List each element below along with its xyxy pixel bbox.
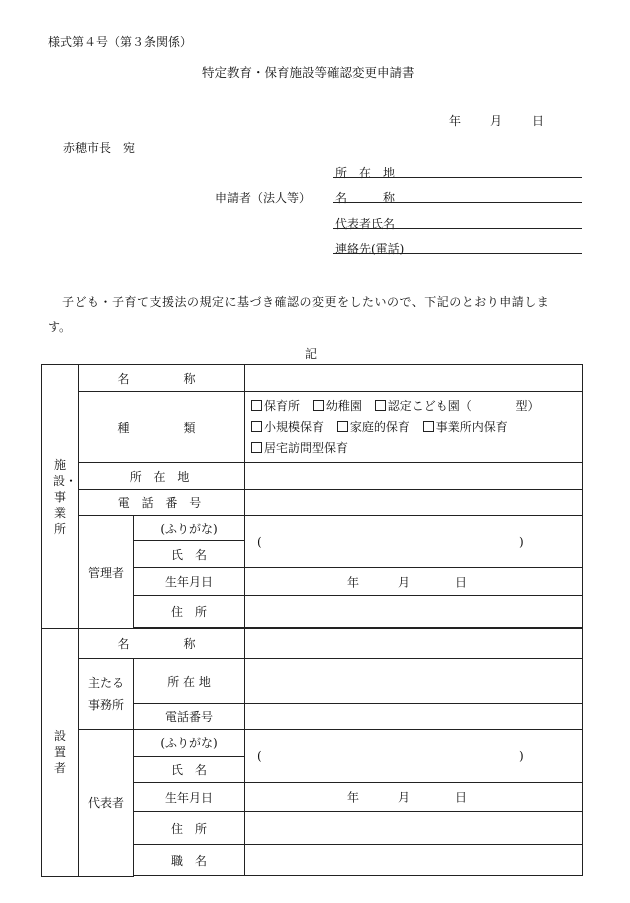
facility-phone-value[interactable] — [245, 490, 583, 516]
year-label: 年 — [347, 575, 360, 589]
option-kateiteki[interactable]: 家庭的保育 — [337, 420, 410, 434]
option-kyotaku-homon[interactable]: 居宅訪問型保育 — [251, 441, 348, 455]
rep-furigana-row — [42, 730, 583, 757]
facility-name-row — [42, 365, 583, 392]
date-year-label: 年 — [449, 114, 462, 128]
facility-type-line-1 — [245, 396, 582, 417]
option-shokibo[interactable]: 小規模保育 — [251, 420, 324, 434]
rep-furigana-label: (ふりがな) — [134, 730, 245, 757]
applicant-label: 申請者（法人等） — [215, 191, 312, 205]
applicant-representative-line[interactable] — [333, 228, 582, 229]
rep-label: 代表者 — [79, 730, 134, 877]
type-suffix: 型） — [515, 398, 540, 413]
checkbox-icon — [337, 421, 348, 432]
option-jigyoshonai[interactable]: 事業所内保育 — [423, 420, 508, 434]
rep-address-label: 住 所 — [134, 812, 245, 845]
paren-open: ( — [257, 749, 262, 763]
applicant-contact-label: 連絡先(電話) — [335, 242, 405, 256]
facility-section-label: 施設・事業所 — [42, 365, 79, 629]
manager-furigana-label: (ふりがな) — [134, 516, 245, 541]
date-day-label: 日 — [532, 114, 545, 128]
office-address-row — [42, 659, 583, 704]
checkbox-icon — [251, 442, 262, 453]
option-nintei-kodomoen[interactable]: 認定こども園（ — [375, 399, 472, 413]
manager-label: 管理者 — [79, 516, 134, 629]
facility-type-label: 種 類 — [79, 392, 245, 463]
rep-name-label: 氏 名 — [134, 756, 245, 783]
paren-close: ) — [519, 534, 524, 549]
month-label: 月 — [398, 790, 411, 805]
manager-furigana-row — [42, 516, 583, 541]
facility-type-options — [245, 392, 583, 463]
applicant-contact-line[interactable] — [333, 253, 582, 254]
facility-phone-row — [42, 490, 583, 516]
office-label: 主たる 事務所 — [79, 659, 134, 730]
rep-birthdate-value[interactable] — [245, 783, 583, 812]
office-address-label: 所 在 地 — [134, 659, 245, 704]
manager-address-label: 住 所 — [134, 596, 245, 628]
day-label: 日 — [455, 790, 468, 805]
applicant-address-label: 所 在 地 — [335, 166, 396, 180]
body-paragraph-line1: 子ども・子育て支援法の規定に基づき確認の変更をしたいので、下記のとおり申請しま — [62, 295, 550, 309]
applicant-address-line[interactable] — [333, 177, 582, 178]
founder-section-label: 設置者 — [42, 629, 79, 877]
applicant-name-line[interactable] — [333, 202, 582, 203]
option-yochien[interactable]: 幼稚園 — [313, 399, 362, 413]
option-hoikusho[interactable]: 保育所 — [251, 399, 300, 413]
body-paragraph-line2: す。 — [48, 320, 72, 334]
application-form-table — [41, 364, 583, 877]
facility-name-value[interactable] — [245, 365, 583, 392]
paren-close: ) — [519, 749, 524, 763]
manager-name-value[interactable] — [245, 516, 583, 568]
office-address-value[interactable] — [245, 659, 583, 704]
facility-address-value[interactable] — [245, 463, 583, 490]
rep-address-value[interactable] — [245, 812, 583, 845]
manager-birthdate-value[interactable] — [245, 568, 583, 596]
facility-type-row — [42, 392, 583, 463]
checkbox-icon — [251, 400, 262, 411]
office-phone-value[interactable] — [245, 704, 583, 730]
facility-address-row — [42, 463, 583, 490]
founder-name-label: 名 称 — [79, 629, 245, 659]
page-title: 特定教育・保育施設等確認変更申請書 — [202, 65, 415, 80]
day-label: 日 — [455, 575, 468, 589]
ki-label: 記 — [305, 347, 318, 361]
applicant-representative-label: 代表者氏名 — [335, 217, 396, 231]
year-label: 年 — [347, 790, 360, 805]
facility-type-line-3 — [245, 438, 582, 459]
facility-type-line-2 — [245, 417, 582, 438]
form-number: 様式第４号（第３条関係） — [48, 35, 193, 49]
facility-address-label: 所 在 地 — [79, 463, 245, 490]
addressee: 赤穂市長 宛 — [63, 141, 136, 155]
rep-birthdate-label: 生年月日 — [134, 783, 245, 812]
rep-name-value[interactable] — [245, 730, 583, 783]
rep-title-value[interactable] — [245, 845, 583, 876]
founder-name-row — [42, 629, 583, 659]
office-phone-label: 電話番号 — [134, 704, 245, 730]
month-label: 月 — [398, 575, 411, 589]
checkbox-icon — [251, 421, 262, 432]
checkbox-icon — [313, 400, 324, 411]
facility-phone-label: 電 話 番 号 — [79, 490, 245, 516]
manager-name-label: 氏 名 — [134, 541, 245, 568]
date-month-label: 月 — [490, 114, 503, 128]
applicant-name-label: 名 称 — [335, 191, 396, 205]
founder-name-value[interactable] — [245, 629, 583, 659]
facility-name-label: 名 称 — [79, 365, 245, 392]
manager-birthdate-label: 生年月日 — [134, 568, 245, 596]
rep-title-label: 職 名 — [134, 845, 245, 876]
manager-address-value[interactable] — [245, 596, 583, 628]
checkbox-icon — [423, 421, 434, 432]
paren-open: ( — [257, 534, 262, 549]
checkbox-icon — [375, 400, 386, 411]
